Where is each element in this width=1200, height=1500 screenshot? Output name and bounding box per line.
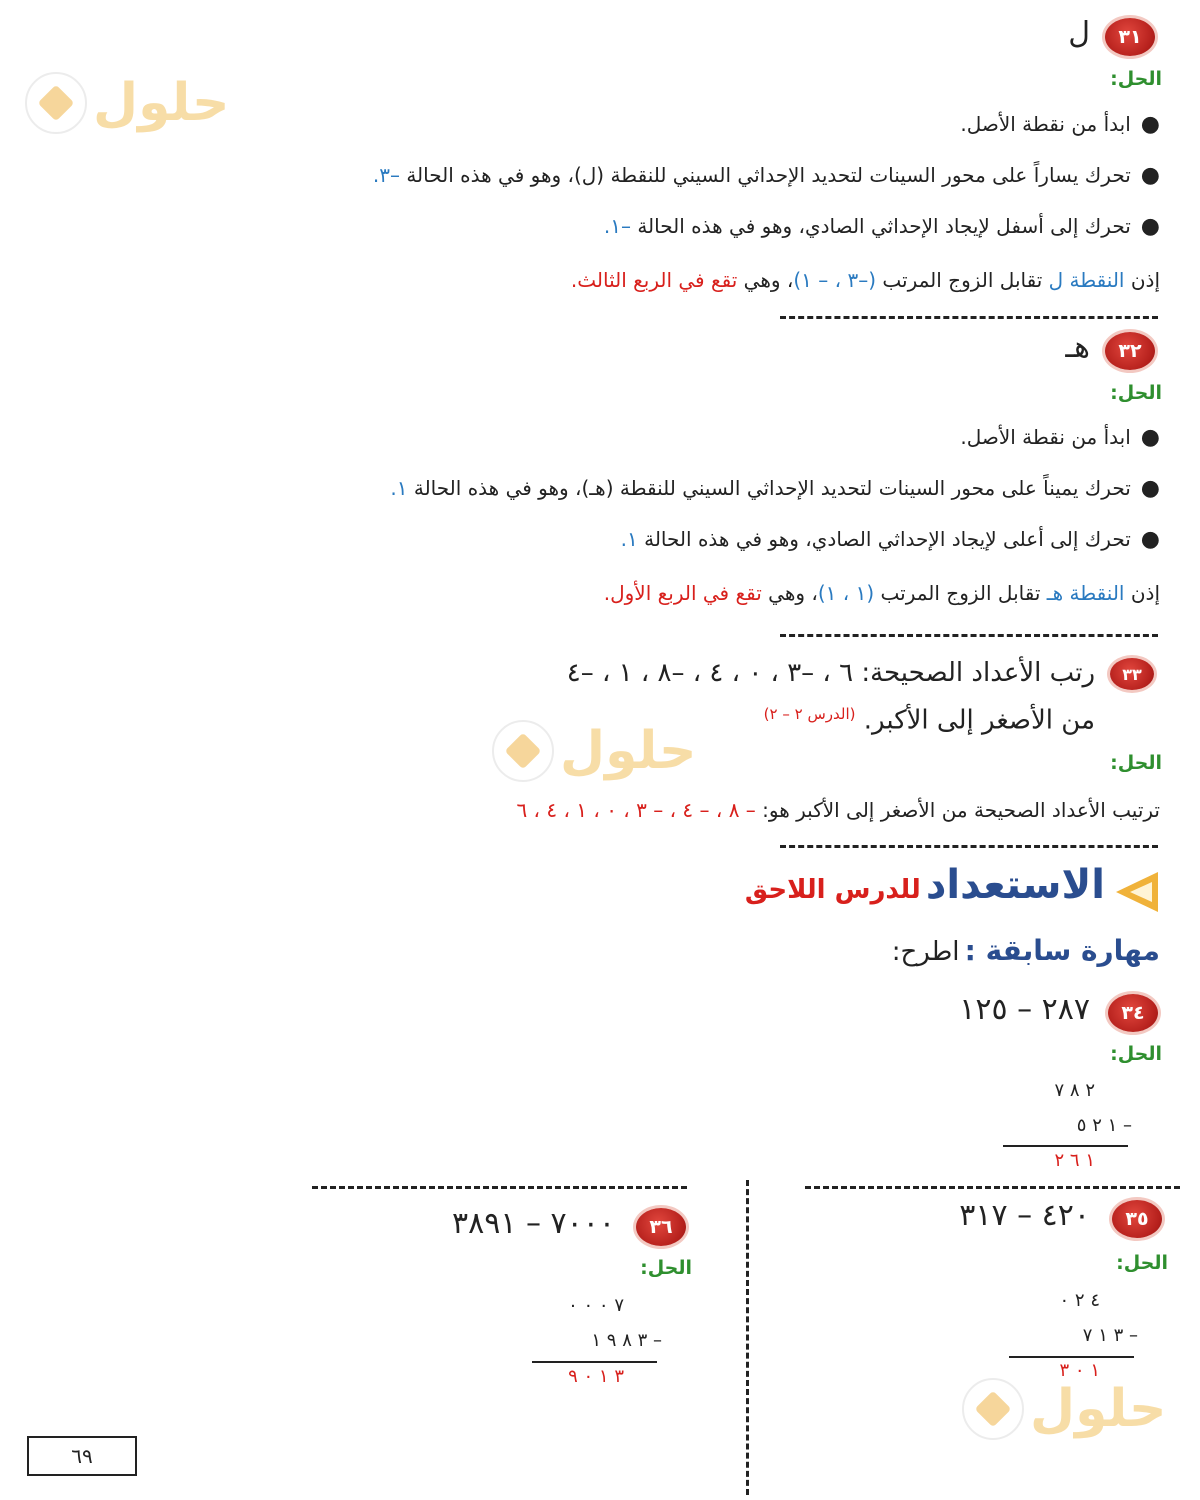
q32-conclusion: إذن النقطة هـ تقابل الزوج المرتب (١ ، ١)، وهي تقع في الربع الأول. [603, 581, 1160, 605]
q31-solution-label: الحل: [1110, 68, 1162, 90]
section-arrow-icon [1112, 870, 1160, 918]
q34-solution-label: الحل: [1110, 1043, 1162, 1065]
q31-step-3: ●تحرك إلى أسفل لإيجاد الإحداثي الصادي، وهو في هذه الحالة –١. [603, 214, 1160, 239]
q35-expression: ٤٢٠ – ٣١٧ [959, 1198, 1090, 1233]
q34-top-number: ٢ ٨ ٧ [1054, 1080, 1095, 1101]
q32-step-2: ●تحرك يميناً على محور السينات لتحديد الإحداثي السيني للنقطة (هـ)، وهو في هذه الحالة ١. [390, 476, 1160, 501]
q34-result: ١ ٦ ٢ [1054, 1150, 1095, 1171]
question-34-badge: ٣٤ [1108, 994, 1158, 1032]
q31-step-1: ●ابدأ من نقطة الأصل. [960, 112, 1160, 137]
question-33-badge: ٣٣ [1110, 658, 1154, 690]
watermark-circle-icon [492, 720, 554, 782]
q35-top-number: ٤ ٢ ٠ [1059, 1290, 1100, 1311]
divider-left-column [312, 1186, 687, 1189]
q36-solution-label: الحل: [640, 1257, 692, 1279]
question-36-badge: ٣٦ [636, 1208, 686, 1246]
skill-line: مهارة سابقة : اطرح: [891, 934, 1160, 967]
divider-3 [780, 845, 1158, 848]
q34-subtrahend: ١ ٢ ٥ – [1076, 1115, 1132, 1136]
page-number: ٦٩ [71, 1444, 93, 1468]
q36-top-number: ٧ ٠ ٠ ٠ [568, 1295, 624, 1316]
vertical-divider [746, 1180, 749, 1495]
q36-result: ٣ ١ ٠ ٩ [568, 1366, 624, 1387]
page-number-box [27, 1436, 137, 1476]
q33-question-line-1: رتب الأعداد الصحيحة: ٦ ، –٣ ، ٠ ، ٤ ، –٨ ، ١ ، –٤ [566, 658, 1095, 688]
divider-right-column [805, 1186, 1180, 1189]
q34-expression: ٢٨٧ – ١٢٥ [959, 992, 1090, 1027]
q35-result: ١ ٠ ٣ [1059, 1360, 1100, 1381]
watermark-logo-top: حلول [25, 72, 229, 134]
watermark-circle-icon [962, 1378, 1024, 1440]
q32-step-3: ●تحرك إلى أعلى لإيجاد الإحداثي الصادي، وهو في هذه الحالة ١. [620, 527, 1160, 552]
divider-2 [780, 634, 1158, 637]
q33-question-line-2: من الأصغر إلى الأكبر. $^{(الدرس ٢ - ٢)}$ [763, 705, 1095, 736]
q34-result-line [1003, 1145, 1128, 1147]
watermark-circle-icon [25, 72, 87, 134]
q35-result-line [1009, 1356, 1134, 1358]
q36-subtrahend: ٣ ٨ ٩ ١ – [591, 1330, 662, 1351]
q36-expression: ٧٠٠٠ – ٣٨٩١ [452, 1206, 615, 1241]
q33-lesson-ref: (الدرس ٢ – ٢) [763, 705, 856, 723]
question-35-badge: ٣٥ [1112, 1200, 1162, 1238]
question-31-title: ل [1068, 16, 1090, 51]
question-32-title: هـ [1065, 330, 1090, 365]
q31-conclusion: إذن النقطة ل تقابل الزوج المرتب (–٣ ، – ١)، وهي تقع في الربع الثالث. [570, 268, 1160, 292]
watermark-logo-middle: حلول [492, 720, 696, 782]
q32-step-1: ●ابدأ من نقطة الأصل. [960, 425, 1160, 450]
q33-answer: ترتيب الأعداد الصحيحة من الأصغر إلى الأكبر هو: – ٨ ، – ٤ ، – ٣ ، ٠ ، ١ ، ٤ ، ٦ [516, 798, 1160, 822]
q32-solution-label: الحل: [1110, 382, 1162, 404]
q36-result-line [532, 1361, 657, 1363]
q33-solution-label: الحل: [1110, 752, 1162, 774]
question-32-badge: ٣٢ [1105, 332, 1155, 370]
watermark-logo-bottom: حلول [962, 1378, 1166, 1440]
question-31-badge: ٣١ [1105, 18, 1155, 56]
divider-1 [780, 316, 1158, 319]
q35-subtrahend: ٣ ١ ٧ – [1082, 1325, 1138, 1346]
section-title: الاستعداد للدرس اللاحق [744, 862, 1105, 908]
q35-solution-label: الحل: [1116, 1252, 1168, 1274]
q31-step-2: ●تحرك يساراً على محور السينات لتحديد الإحداثي السيني للنقطة (ل)، وهو في هذه الحالة –٣. [372, 163, 1160, 188]
